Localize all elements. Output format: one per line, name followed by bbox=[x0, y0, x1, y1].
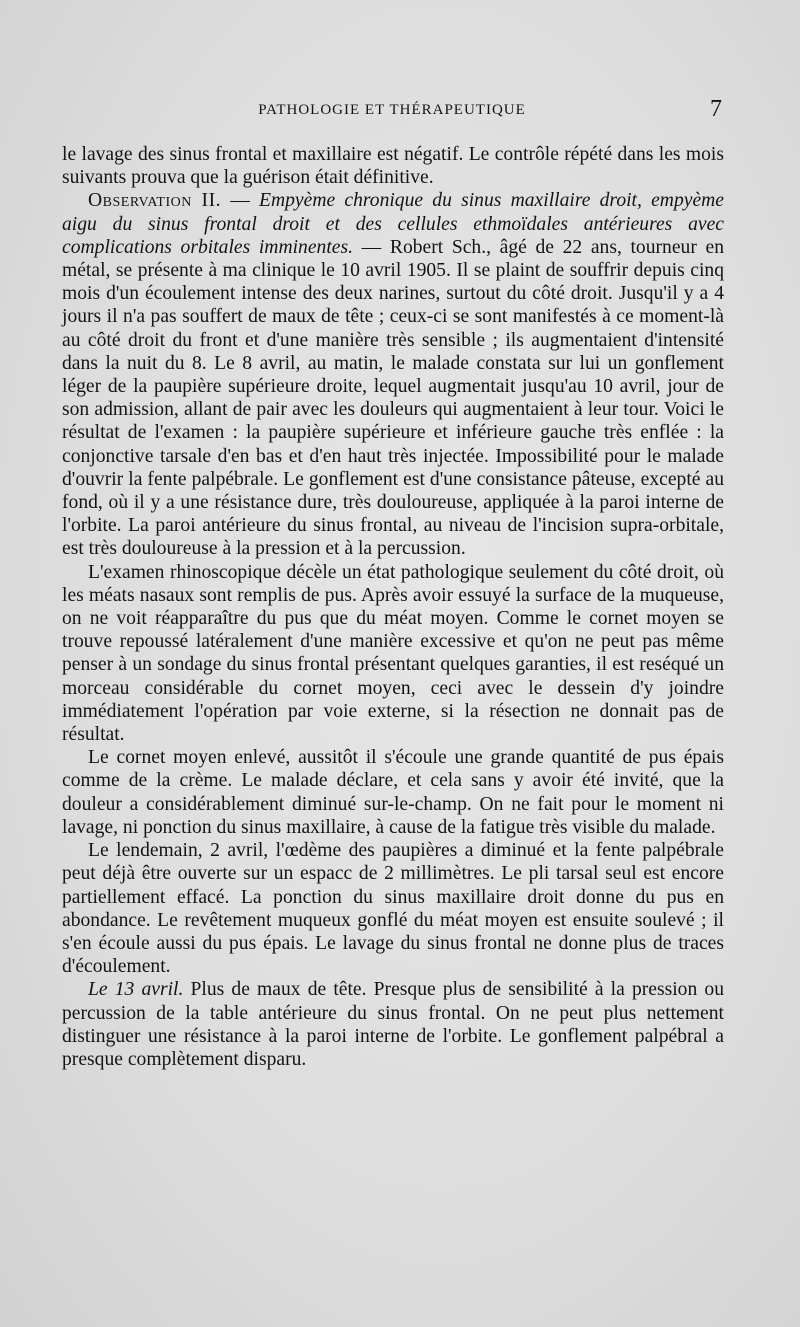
running-head bbox=[62, 96, 722, 124]
paragraph-text: Le lendemain, 2 avril, l'œdème des paupières a diminué et la fente palpébrale peut déjà être ouverte sur un espacc de 2 millimètres. Le pli tarsal seul est encore partiellement effacé. La ponction du sinus maxillaire droit donne du pus en abondance. Le revêtement muqueux gonflé du méat moyen est ensuite soulevé ; il s'en écoule aussi du pus épais. Le lavage du sinus frontal ne donne plus de traces d'écoulement. bbox=[62, 840, 724, 978]
date-lead: Le 13 avril. bbox=[88, 979, 184, 1001]
paragraph-examen bbox=[62, 561, 724, 747]
body-text bbox=[62, 143, 724, 1071]
observation-dash: — bbox=[221, 190, 260, 212]
paragraph-text: Le cornet moyen enlevé, aussitôt il s'écoule une grande quantité de pus épais comme de la crème. Le malade déclare, et cela sans y avoir été invité, que la douleur a considérablement diminué sur-le-champ. On ne fait pour le moment ni lavage, ni ponction du sinus maxillaire, à cause de la fatigue très visible du malade. bbox=[62, 747, 724, 838]
observation-label: Observation II. bbox=[88, 190, 221, 212]
paragraph-lendemain bbox=[62, 839, 724, 978]
observation-title: Empyème chronique du sinus maxillaire droit, empyème aigu du sinus frontal droit et des cellules ethmoïdales antérieures avec complications orbitales imminentes. bbox=[62, 190, 724, 258]
paragraph-cornet bbox=[62, 746, 724, 839]
page-number: 7 bbox=[710, 96, 722, 122]
paragraph-text: — Robert Sch., âgé de 22 ans, tourneur en métal, se présente à ma clinique le 10 avril 1905. Il se plaint de souffrir depuis cinq mois d'un écoulement intense des deux narines, surtout du côté droit. Jusqu'il y a 4 jours il n'a pas souffert de maux de tête ; ceux-ci se sont manifestés à ce moment-là au côté droit du front et d'une manière très sensible ; ils augmentaient d'intensité dans la nuit du 8. Le 8 avril, au matin, le malade constata sur lui un gonflement léger de la paupière supérieure droite, lequel augmentait jusqu'au 10 avril, jour de son admission, allant de pair avec les douleurs qui augmentaient à leur tour. Voici le résultat de l'examen : la paupière supérieure et inférieure gauche très enflée : la conjonctive tarsale d'en bas et d'en haut très injectée. Impossibilité pour le malade d'ouvrir la fente palpébrale. Le gonflement est d'une consistance pâteuse, excepté au fond, où il y a une résistance dure, très douloureuse, appliquée à la paroi interne de l'orbite. La paroi antérieure du sinus frontal, au niveau de l'incision supra-orbitale, est très douloureuse à la pression et à la percussion. bbox=[62, 236, 724, 560]
paragraph-continuation bbox=[62, 143, 724, 189]
paragraph-13-avril bbox=[62, 978, 724, 1071]
paragraph-observation bbox=[62, 189, 724, 560]
paragraph-text: Plus de maux de tête. Presque plus de sensibilité à la pression ou percussion de la table antérieure du sinus frontal. On ne peut plus nettement distinguer une résistance à la paroi interne de l'orbite. Le gonflement palpébral a presque complètement disparu. bbox=[62, 979, 724, 1070]
running-title: PATHOLOGIE ET THÉRAPEUTIQUE bbox=[258, 102, 526, 118]
paragraph-text: L'examen rhinoscopique décèle un état pathologique seulement du côté droit, où les méats nasaux sont remplis de pus. Après avoir essuyé la surface de la muqueuse, on ne voit réapparaître du pus que du méat moyen. Comme le cornet moyen se trouve repoussé latéralement d'une manière excessive et qu'on ne peut pas même penser à un sondage du sinus frontal présentant quelques garanties, il est reséqué un morceau considérable du cornet moyen, ceci avec le dessein d'y joindre immédiatement l'opération par voie externe, si la résection ne donnait pas de résultat. bbox=[62, 561, 724, 746]
paragraph-text: le lavage des sinus frontal et maxillaire est négatif. Le contrôle répété dans les mois suivants prouva que la guérison était définitive. bbox=[62, 144, 724, 189]
